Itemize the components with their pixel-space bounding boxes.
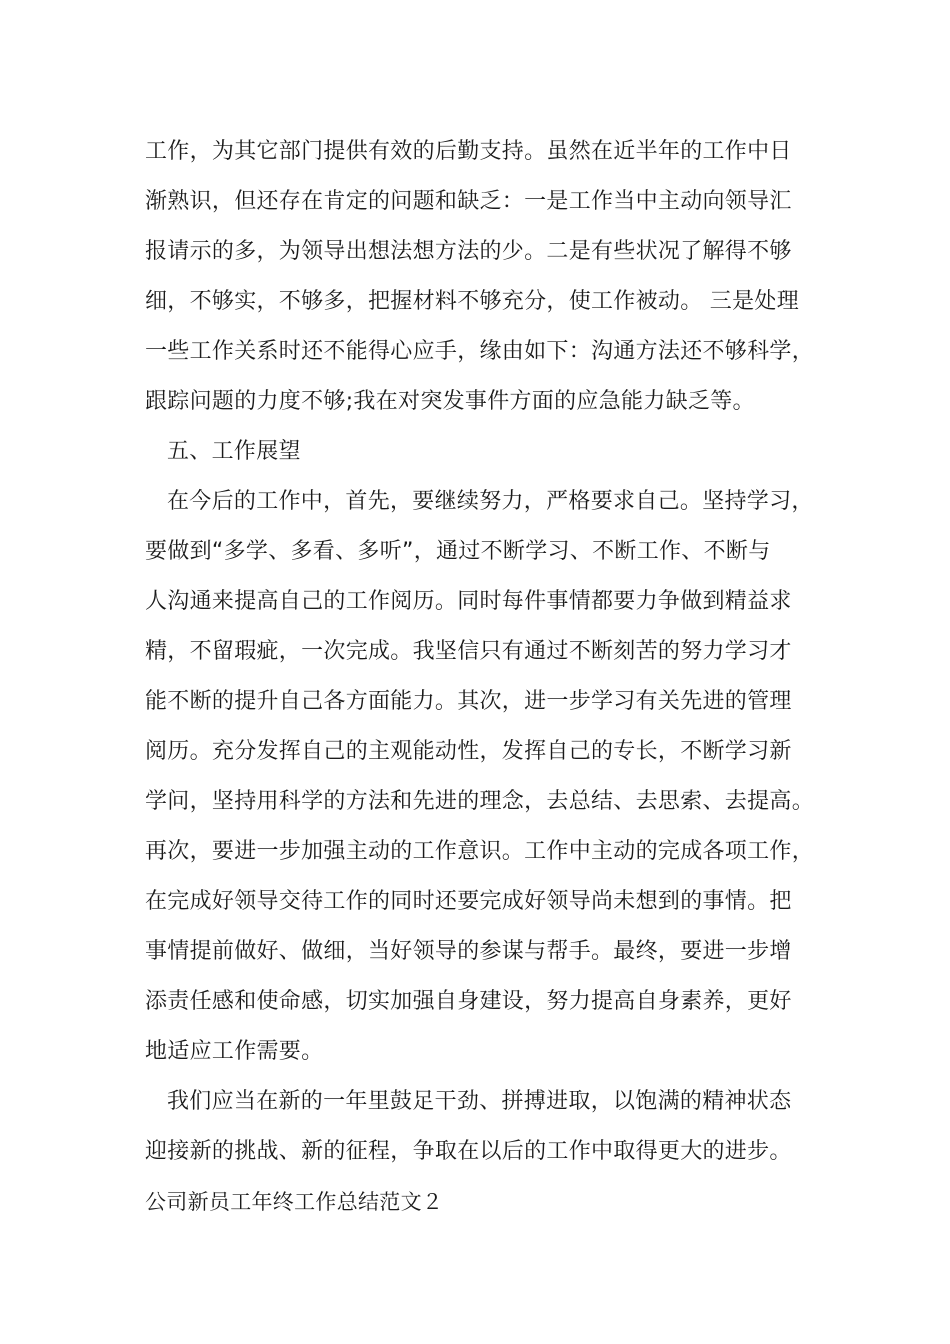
paragraph-line: 人沟通来提高自己的工作阅历。同时每件事情都要力争做到精益求 [145, 589, 792, 614]
paragraph-line: 阅历。充分发挥自己的主观能动性，发挥自己的专长，不断学习新 [145, 739, 792, 764]
paragraph-line: 学问，坚持用科学的方法和先进的理念，去总结、去思索、去提高。 [145, 789, 815, 814]
paragraph-line: 渐熟识，但还存在肯定的问题和缺乏：一是工作当中主动向领导汇 [145, 189, 792, 214]
paragraph-line: 要做到“多学、多看、多听”，通过不断学习、不断工作、不断与 [145, 539, 771, 564]
document-subtitle: 公司新员工年终工作总结范文２ [145, 1190, 444, 1214]
section-heading: 五、工作展望 [167, 439, 301, 464]
paragraph-line: 能不断的提升自己各方面能力。其次，进一步学习有关先进的管理 [145, 689, 792, 714]
paragraph-line: 报请示的多，为领导出想法想方法的少。二是有些状况了解得不够 [145, 239, 792, 264]
paragraph-line: 迎接新的挑战、新的征程，争取在以后的工作中取得更大的进步。 [145, 1139, 792, 1164]
paragraph-line: 跟踪问题的力度不够;我在对突发事件方面的应急能力缺乏等。 [145, 389, 755, 414]
paragraph-line: 工作，为其它部门提供有效的后勤支持。虽然在近半年的工作中日 [145, 139, 792, 164]
paragraph-line: 添责任感和使命感，切实加强自身建设，努力提高自身素养，更好 [145, 989, 792, 1014]
paragraph-line: 我们应当在新的一年里鼓足干劲、拼搏进取，以饱满的精神状态 [167, 1089, 792, 1114]
paragraph-line: 事情提前做好、做细，当好领导的参谋与帮手。最终，要进一步增 [145, 939, 792, 964]
paragraph-line: 再次，要进一步加强主动的工作意识。工作中主动的完成各项工作， [145, 839, 815, 864]
paragraph-line: 在完成好领导交待工作的同时还要完成好领导尚未想到的事情。把 [145, 889, 792, 914]
paragraph-line: 一些工作关系时还不能得心应手，缘由如下：沟通方法还不够科学， [145, 339, 815, 364]
paragraph-line: 精，不留瑕疵，一次完成。我坚信只有通过不断刻苦的努力学习才 [145, 639, 792, 664]
paragraph-line: 细，不够实，不够多，把握材料不够充分，使工作被动。 三是处理 [145, 289, 799, 314]
paragraph-line: 地适应工作需要。 [145, 1039, 324, 1064]
paragraph-line: 在今后的工作中，首先，要继续努力，严格要求自己。坚持学习， [167, 489, 814, 514]
